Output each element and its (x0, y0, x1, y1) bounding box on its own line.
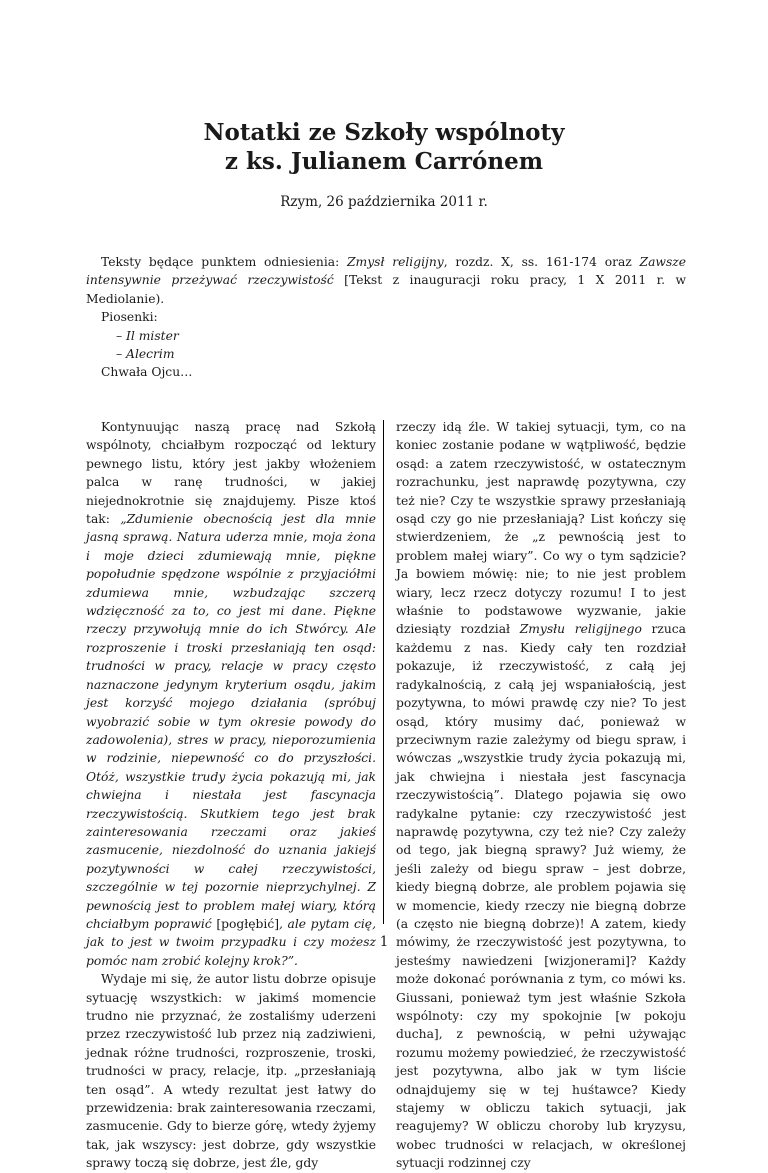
continuation-part-a: rzeczy idą źle. W takiej sytuacji, tym, co na koniec zostanie podane w wątpliwość, będzie osąd: a zatem rzeczywistość, w ostatecznym rozrachunku, jest naprawdę pozytywna, czy też nie? Czy te wszystkie sprawy przesłaniają osąd czy go nie przesłaniają? List kończy się stwierdzeniem, że „z pewnością jest to problem małej wiary”. Co wy o tym sądzicie? Ja bowiem mówię: nie; to nie jest problem wiary, lecz rzecz dotyczy rozumu! I to jest właśnie to podstawowe wyzwanie, jakie dziesiąty rozdział (396, 420, 686, 637)
song-title-1: – Il mister (116, 328, 179, 343)
right-column (396, 418, 686, 1173)
song-item (101, 327, 686, 345)
reference-mid: , rozdz. X, ss. 161-174 oraz (443, 255, 640, 269)
paragraph-letter (86, 418, 376, 970)
prayer-line: Chwała Ojcu… (101, 365, 193, 380)
song-title-2: – Alecrim (116, 347, 175, 362)
paragraph-continuation (396, 418, 686, 1173)
continuation-part-b: rzuca każdemu z nas. Kiedy cały ten rozdział pokazuje, iż rzeczywistość, z całą jej radykalnością, z całą jej wspaniałością, jest pozytywna, to mówi prawdę czy nie? To jest osąd, który musimy dać, ponieważ w przeciwnym razie zależymy od biegu spraw, i wówczas „wszystkie trudy życia pokazują mi, jak chwiejna i niestała jest fascynacja rzeczywistością”. Dlatego pojawia się owo radykalne pytanie: czy rzeczywistość jest naprawdę pozytywna, czy też nie? Czy zależy od tego, jak biegną sprawy? Już wiemy, że jeśli zależy od biegu spraw – jest dobrze, kiedy biegną dobrze, ale problem pojawia się w momencie, kiedy rzeczy nie biegną dobrze (a często nie biegną dobrze)! A zatem, kiedy mówimy, że rzeczywistość jest pozytywna, to jesteśmy nawiedzeni [wizjonerami]? Każdy może dokonać porównania z tym, co mówi ks. Giussani, ponieważ tym jest właśnie Szkoła wspólnoty: czy my spokojnie [w pokoju ducha], z pewnością, w pełni używając rozumu możemy powiedzieć, że rzeczywistość jest pozytywna, albo jak w tym liście odnajdujemy się w tej huśtawce? Kiedy stajemy w obliczu takich sytuacji, jak reagujemy? W obliczu choroby lub kryzysu, wobec trudności w relacjach, w określonej sytuacji rodzinnej czy (396, 622, 686, 1171)
page-title-line2: z ks. Julianem Carrónem (224, 148, 544, 175)
paragraph-letter-intro: Kontynuując naszą pracę nad Szkołą wspólnoty, chciałbym rozpocząć od lektury pewnego listu, który jest jakby włożeniem palca w ranę trudności, w jakiej niejednokrotnie się znajdujemy. Pisze ktoś tak: (86, 420, 376, 527)
book-title-inline: Zmysłu religijnego (519, 622, 642, 637)
letter-quote: „Zdumienie obecnością jest dla mnie jasną sprawą. Natura uderza mnie, moja żona i moje dzieci zdumiewają mnie, piękne popołudnie spędzone wspólnie z przyjaciółmi zdumiewa mnie, wzbudzając szczerą wdzięczność za to, co jest mi dane. Piękne rzeczy przywołują mnie do ich Stwórcy. Ale rozproszenie i troski przesłaniają ten osąd: trudności w pracy, relacje w pracy często naznaczone jedynym kryterium osądu, jakim jest korzyść mojego działania (spróbuj wyobrazić sobie w tym okresie powody do zadowolenia), stres w pracy, nieporozumienia w rodzinie, niepewność co do przyszłości. Otóż, wszystkie trudy życia pokazują mi, jak chwiejna i niestała jest fascynacja rzeczywistością. Skutkiem tego jest brak zainteresowania rzeczami oraz jakieś zasmucenie, niezdolność do uznania jakiejś pozytywności w całej rzeczywistości, szczególnie w tej pozornie nieprzychylnej. Z pewnością jest to problem małej wiary, którą chciałbym poprawić (86, 512, 376, 931)
reference-texts (86, 253, 686, 308)
letter-bracket: [pogłębić] (216, 916, 280, 931)
column-divider (383, 420, 384, 924)
left-column (86, 418, 376, 1173)
page-number: 1 (379, 934, 389, 950)
songs-label: Piosenki: (101, 310, 158, 325)
paragraph-commentary: Wydaje mi się, że autor listu dobrze opisuje sytuację wszystkich: w jakimś momencie trudno nie przyznać, że zostaliśmy uderzeni przez rzeczywistość lub przez nią zadziwieni, jednak różne trudności, rozproszenie, troski, trudności w pracy, relacje, itp. „przesłaniają ten osąd”. A wtedy rezultat jest łatwy do przewidzenia: brak zainteresowania rzeczami, zasmucenie. Gdy to bierze górę, wtedy żyjemy tak, jak wszyscy: jest dobrze, gdy wszystkie sprawy toczą się dobrze, jest źle, gdy (86, 972, 376, 1171)
reference-lead: Teksty będące punktem odniesienia: (101, 255, 347, 269)
songs-list (86, 308, 686, 382)
book-title-1: Zmysł religijny (347, 255, 444, 269)
song-item (101, 345, 686, 363)
book-title-2: Zawsze intensywnie przeżywać rzeczywistość (86, 255, 687, 288)
page-title-line1: Notatki ze Szkoły wspólnoty (203, 119, 565, 146)
reference-tail: [Tekst z inauguracji roku pracy, 1 X 2011 r. w Mediolanie). (86, 273, 686, 306)
letter-quote-end: , ale pytam cię, jak to jest w twoim przypadku i czy możesz pomóc nam zrobić kolejny krok?”. (86, 916, 376, 968)
intro-section (86, 253, 686, 382)
place-date: Rzym, 26 października 2011 r. (280, 194, 488, 210)
